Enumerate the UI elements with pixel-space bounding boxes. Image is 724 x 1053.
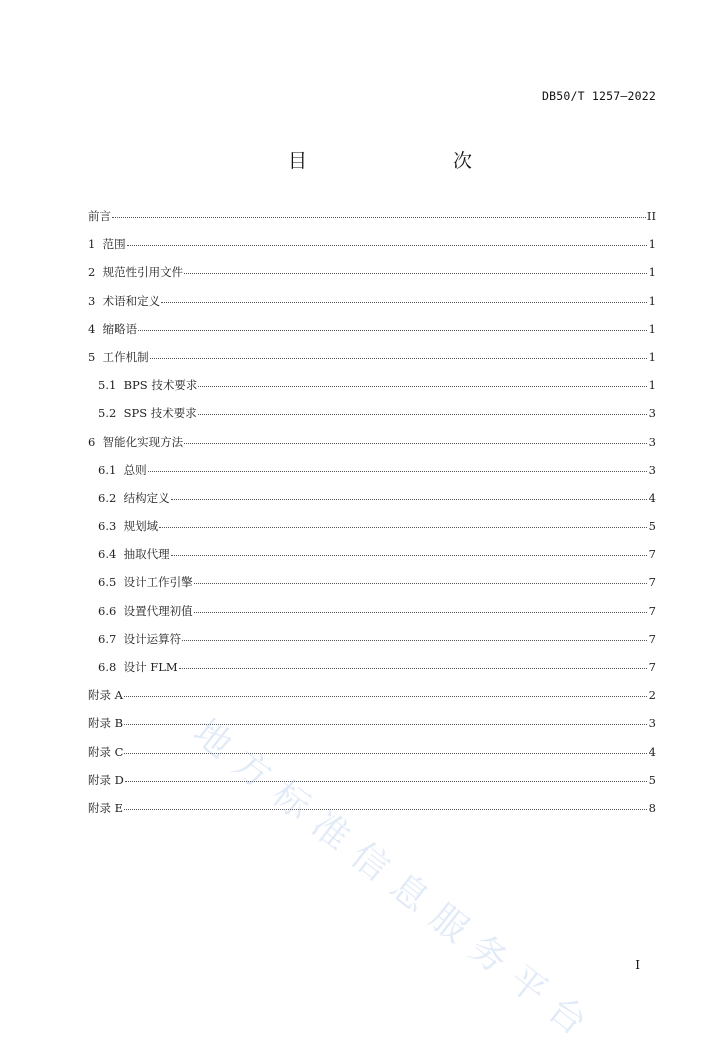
toc-entry-page: 3 [648, 406, 656, 421]
toc-entry-label: 6.4 抽取代理 [98, 547, 170, 562]
toc-entry-label: 5.2 SPS 技术要求 [98, 406, 197, 421]
toc-dot-leader [161, 302, 647, 303]
toc-entry[interactable] [88, 631, 656, 659]
toc-entry-page: 7 [648, 547, 656, 562]
toc-dot-leader [125, 781, 647, 782]
toc-dot-leader [150, 358, 647, 359]
toc-dot-leader [184, 273, 647, 274]
table-of-contents [88, 208, 656, 828]
toc-entry-page: 1 [648, 237, 656, 252]
toc-dot-leader [198, 386, 647, 387]
toc-entry[interactable] [88, 208, 656, 236]
toc-entry-page: 3 [648, 434, 656, 449]
toc-entry-label: 6.5 设计工作引擎 [98, 575, 193, 590]
toc-entry-label: 附录 C [88, 744, 124, 759]
toc-dot-leader [194, 583, 647, 584]
toc-entry-label: 6.2 结构定义 [98, 490, 170, 505]
toc-entry[interactable] [88, 800, 656, 828]
toc-entry[interactable] [88, 264, 656, 292]
toc-entry[interactable] [88, 462, 656, 490]
toc-entry-label: 前言 [88, 209, 111, 223]
toc-entry[interactable] [88, 574, 656, 602]
toc-dot-leader [179, 668, 647, 669]
toc-entry[interactable] [88, 349, 656, 377]
toc-entry[interactable] [88, 772, 656, 800]
toc-entry-page: 1 [648, 321, 656, 336]
toc-entry-page: 1 [648, 265, 656, 280]
toc-entry-label: 6.3 规划域 [98, 519, 159, 534]
toc-entry[interactable] [88, 659, 656, 687]
toc-entry-page: 5 [648, 519, 656, 534]
toc-entry-page: II [646, 209, 656, 223]
toc-entry[interactable] [88, 546, 656, 574]
toc-entry-label: 附录 E [88, 800, 124, 815]
toc-entry-label: 附录 D [88, 772, 124, 787]
toc-entry-page: 2 [648, 688, 656, 703]
toc-entry-page: 7 [648, 631, 656, 646]
toc-entry-label: 4 缩略语 [88, 321, 138, 336]
toc-dot-leader [112, 217, 646, 218]
toc-dot-leader [184, 443, 647, 444]
toc-entry[interactable] [88, 518, 656, 546]
toc-dot-leader [138, 330, 647, 331]
toc-entry-label: 附录 B [88, 716, 124, 731]
toc-dot-leader [124, 724, 647, 725]
toc-entry-label: 5.1 BPS 技术要求 [98, 378, 198, 393]
toc-dot-leader [171, 555, 647, 556]
toc-entry-label: 6.8 设计 FLM [98, 660, 178, 674]
toc-entry-page: 1 [648, 378, 656, 393]
toc-entry[interactable] [88, 434, 656, 462]
page-title: 目 次 [287, 150, 508, 172]
toc-entry-page: 4 [648, 490, 656, 505]
toc-entry-page: 5 [648, 772, 656, 787]
page-number: I [635, 958, 640, 972]
toc-dot-leader [198, 414, 647, 415]
toc-entry-label: 2 规范性引用文件 [88, 265, 184, 280]
toc-dot-leader [148, 471, 647, 472]
toc-entry-page: 3 [648, 716, 656, 731]
toc-entry-page: 7 [648, 575, 656, 590]
toc-entry[interactable] [88, 405, 656, 433]
toc-entry[interactable] [88, 687, 656, 715]
toc-entry-page: 3 [648, 462, 656, 477]
toc-entry[interactable] [88, 321, 656, 349]
toc-entry[interactable] [88, 744, 656, 772]
toc-entry[interactable] [88, 293, 656, 321]
standard-code: DB50/T 1257—2022 [542, 89, 656, 103]
toc-entry[interactable] [88, 715, 656, 743]
toc-entry-page: 7 [648, 603, 656, 618]
toc-entry-label: 6.7 设计运算符 [98, 631, 182, 646]
toc-entry[interactable] [88, 236, 656, 264]
toc-dot-leader [182, 640, 647, 641]
toc-entry-label: 6 智能化实现方法 [88, 434, 184, 449]
toc-dot-leader [171, 499, 647, 500]
toc-entry[interactable] [88, 377, 656, 405]
toc-entry-label: 6.1 总则 [98, 462, 147, 477]
toc-entry-page: 7 [648, 660, 656, 674]
toc-dot-leader [124, 809, 647, 810]
toc-dot-leader [124, 753, 647, 754]
toc-entry-label: 1 范围 [88, 237, 126, 252]
toc-entry-label: 6.6 设置代理初值 [98, 603, 193, 618]
toc-entry-label: 3 术语和定义 [88, 293, 161, 308]
toc-dot-leader [124, 696, 647, 697]
toc-entry-page: 8 [648, 800, 656, 815]
toc-entry[interactable] [88, 603, 656, 631]
toc-entry[interactable] [88, 490, 656, 518]
watermark: 地方标准信息服务平台 [185, 711, 605, 1052]
toc-entry-page: 4 [648, 744, 656, 759]
toc-dot-leader [127, 245, 647, 246]
toc-entry-page: 1 [648, 349, 656, 364]
toc-entry-label: 5 工作机制 [88, 349, 149, 364]
toc-entry-page: 1 [648, 293, 656, 308]
toc-entry-label: 附录 A [88, 688, 123, 703]
toc-dot-leader [194, 612, 647, 613]
toc-dot-leader [159, 527, 647, 528]
